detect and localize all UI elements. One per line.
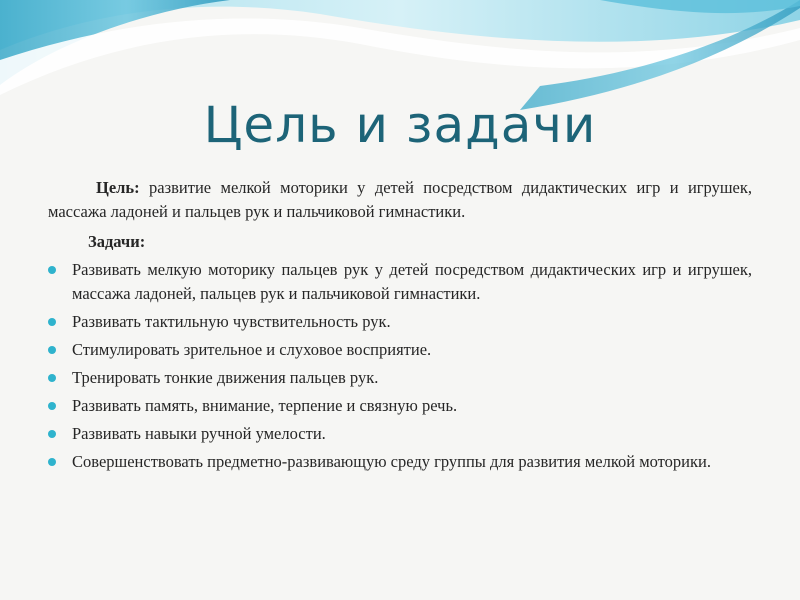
bullet-dot-icon <box>48 430 56 438</box>
list-item <box>48 394 752 418</box>
list-item <box>48 422 752 446</box>
task-text: Совершенствовать предметно-развивающую среду группы для развития мелкой моторики. <box>72 452 711 471</box>
slide-body <box>48 176 752 478</box>
task-text: Развивать мелкую моторику пальцев рук у детей посредством дидактических игр и игрушек, массажа ладоней, пальцев рук и пальчиковой гимнастики. <box>72 260 752 303</box>
list-item <box>48 450 752 474</box>
header-wave-decoration <box>0 0 800 110</box>
list-item <box>48 366 752 390</box>
goal-paragraph <box>48 176 752 224</box>
goal-label: Цель: <box>96 178 140 197</box>
task-text: Тренировать тонкие движения пальцев рук. <box>72 368 379 387</box>
slide-title: Цель и задачи <box>203 96 597 154</box>
bullet-dot-icon <box>48 266 56 274</box>
tasks-label: Задачи: <box>88 232 146 251</box>
task-text: Развивать тактильную чувствительность рук. <box>72 312 391 331</box>
task-text: Развивать навыки ручной умелости. <box>72 424 326 443</box>
bullet-dot-icon <box>48 402 56 410</box>
list-item <box>48 338 752 362</box>
task-text: Стимулировать зрительное и слуховое восприятие. <box>72 340 432 359</box>
bullet-dot-icon <box>48 458 56 466</box>
tasks-list <box>48 258 752 474</box>
list-item <box>48 258 752 306</box>
bullet-dot-icon <box>48 318 56 326</box>
bullet-dot-icon <box>48 374 56 382</box>
goal-text: развитие мелкой моторики у детей посредством дидактических игр и игрушек, массажа ладоней и пальцев рук и пальчиковой гимнастики. <box>48 178 752 221</box>
list-item <box>48 310 752 334</box>
task-text: Развивать память, внимание, терпение и связную речь. <box>72 396 458 415</box>
bullet-dot-icon <box>48 346 56 354</box>
